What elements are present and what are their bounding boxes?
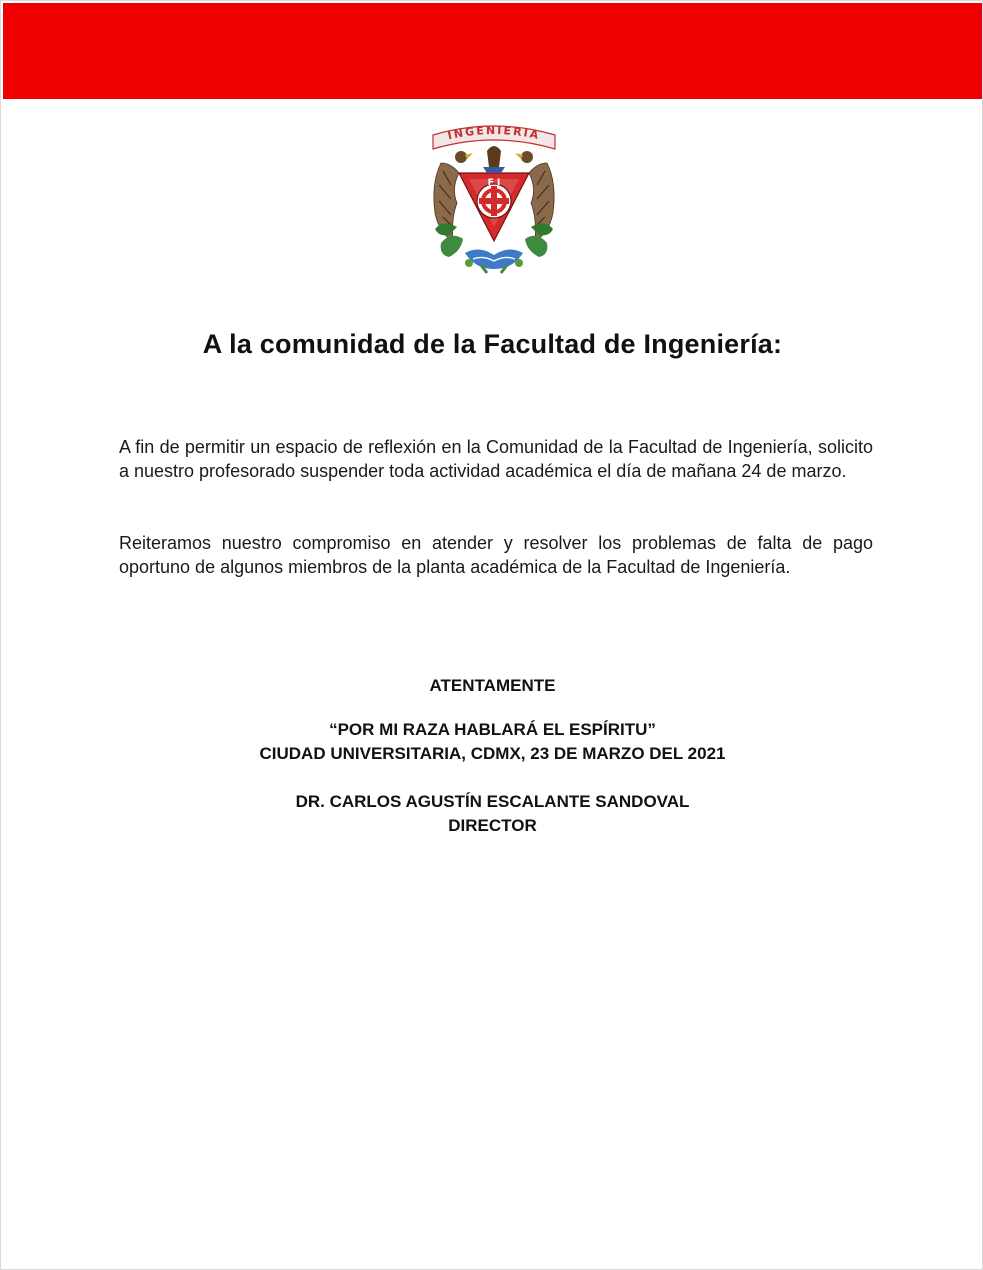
- place-date-line: CIUDAD UNIVERSITARIA, CDMX, 23 DE MARZO DEL 2021: [259, 744, 726, 763]
- document-title: A la comunidad de la Facultad de Ingeniería:: [202, 329, 783, 359]
- body-paragraph-1: A fin de permitir un espacio de reflexión en la Comunidad de la Facultad de Ingeniería, solicito a nuestro profesorado suspender toda actividad académica el día de mañana 24 de marzo.: [119, 437, 873, 481]
- crest-arc-text: INGENIERIA: [446, 123, 542, 143]
- closing-atentamente: ATENTAMENTE: [429, 676, 556, 695]
- signer-title: DIRECTOR: [448, 816, 537, 835]
- signer-name: DR. CARLOS AGUSTÍN ESCALANTE SANDOVAL: [295, 792, 690, 811]
- crest-shield-letters: F I: [487, 178, 501, 188]
- header-red-band: [3, 3, 982, 99]
- fi-unam-crest-icon: [421, 123, 567, 279]
- body-paragraph-2: Reiteramos nuestro compromiso en atender y resolver los problemas de falta de pago oportuno de algunos miembros de la planta académica de la Facultad de Ingeniería.: [119, 533, 873, 577]
- motto-line: “POR MI RAZA HABLARÁ EL ESPÍRITU”: [329, 720, 656, 739]
